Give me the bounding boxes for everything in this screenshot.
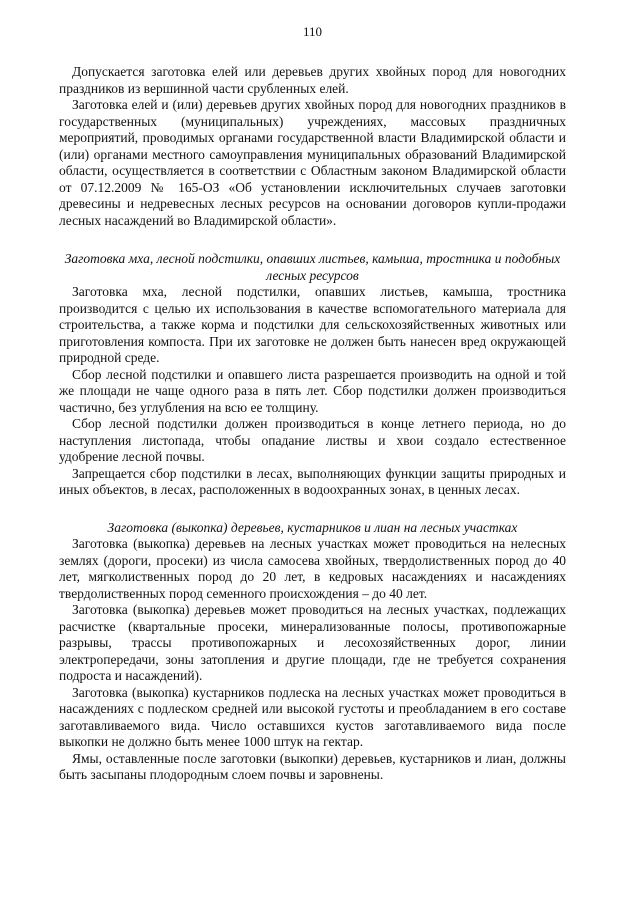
section-heading: Заготовка мха, лесной подстилки, опавших листьев, камыша, тростника и подобных лесных ресурсов xyxy=(64,251,561,283)
section-gap xyxy=(59,499,566,520)
moss-litter-section xyxy=(59,251,566,499)
paragraph: Ямы, оставленные после заготовки (выкопки) деревьев, кустарников и лиан, должны быть засыпаны плодородным слоем почвы и заровнены. xyxy=(59,750,566,782)
paragraph: Заготовка (выкопка) кустарников подлеска на лесных участках может проводиться в насаждениях с подлеском средней или высокой густоты и преобладанием в его составе заготавливаемого вида. Число оставшихся кустов заготавливаемого вида после выкопки не должно быть менее 1000 штук на гектар. xyxy=(59,684,566,749)
section-gap xyxy=(59,229,566,251)
paragraph: Допускается заготовка елей или деревьев других хвойных пород для новогодних праздников из вершинной части срубленных елей. xyxy=(59,64,566,96)
page-number: 110 xyxy=(302,24,323,39)
paragraph: Заготовка (выкопка) деревьев может проводиться на лесных участках, подлежащих расчистке (квартальные просеки, минерализованные полосы, противопожарные разрывы, трассы противопожарных и лесохозяйственных дорог, линии электропередачи, зоны затопления и другие площади, где не требуется сохранения подроста и насаждений). xyxy=(59,602,566,683)
intro-section xyxy=(59,64,566,229)
tree-digging-section xyxy=(59,520,566,784)
paragraph: Сбор лесной подстилки и опавшего листа разрешается производить на одной и той же площади не чаще одного раза в пять лет. Сбор подстилки должен производиться частично, без углубления на всю ее толщину. xyxy=(59,366,566,415)
section-heading: Заготовка (выкопка) деревьев, кустарников и лиан на лесных участках xyxy=(107,519,518,535)
paragraph: Заготовка елей и (или) деревьев других хвойных пород для новогодних праздников в государственных (муниципальных) учреждениях, массовых праздничных мероприятий, проводимых органами государственной власти Владимирской области и (или) органами местного самоуправления муниципальных образований Владимирской области, осуществляется в соответствии с Областным законом Владимирской области от 07.12.2009 № 165-ОЗ «Об установлении исключительных случаев заготовки древесины и недревесных лесных ресурсов на основании договоров купли-продажи лесных насаждений во Владимирской области». xyxy=(59,97,566,228)
document-page xyxy=(59,24,566,784)
paragraph: Заготовка мха, лесной подстилки, опавших листьев, камыша, тростника производится с целью их использования в качестве вспомогательного материала для строительства, а также корма и подстилки для сельскохозяйственных животных или приготовления компоста. При их заготовке не должен быть нанесен вред окружающей природной среде. xyxy=(59,284,566,365)
paragraph: Запрещается сбор подстилки в лесах, выполняющих функции защиты природных и иных объектов, в лесах, расположенных в водоохранных зонах, в ценных лесах. xyxy=(59,465,566,497)
paragraph: Заготовка (выкопка) деревьев на лесных участках может проводиться на нелесных землях (дороги, просеки) из числа самосева хвойных, твердолиственных пород до 40 лет, мягколиственных пород до 20 лет, в кедровых насаждениях и насаждениях твердолиственных пород семенного происхождения – до 40 лет. xyxy=(59,536,566,601)
paragraph: Сбор лесной подстилки должен производиться в конце летнего периода, но до наступления листопада, чтобы опадание листвы и хвои создало естественное удобрение лесной почвы. xyxy=(59,416,566,464)
